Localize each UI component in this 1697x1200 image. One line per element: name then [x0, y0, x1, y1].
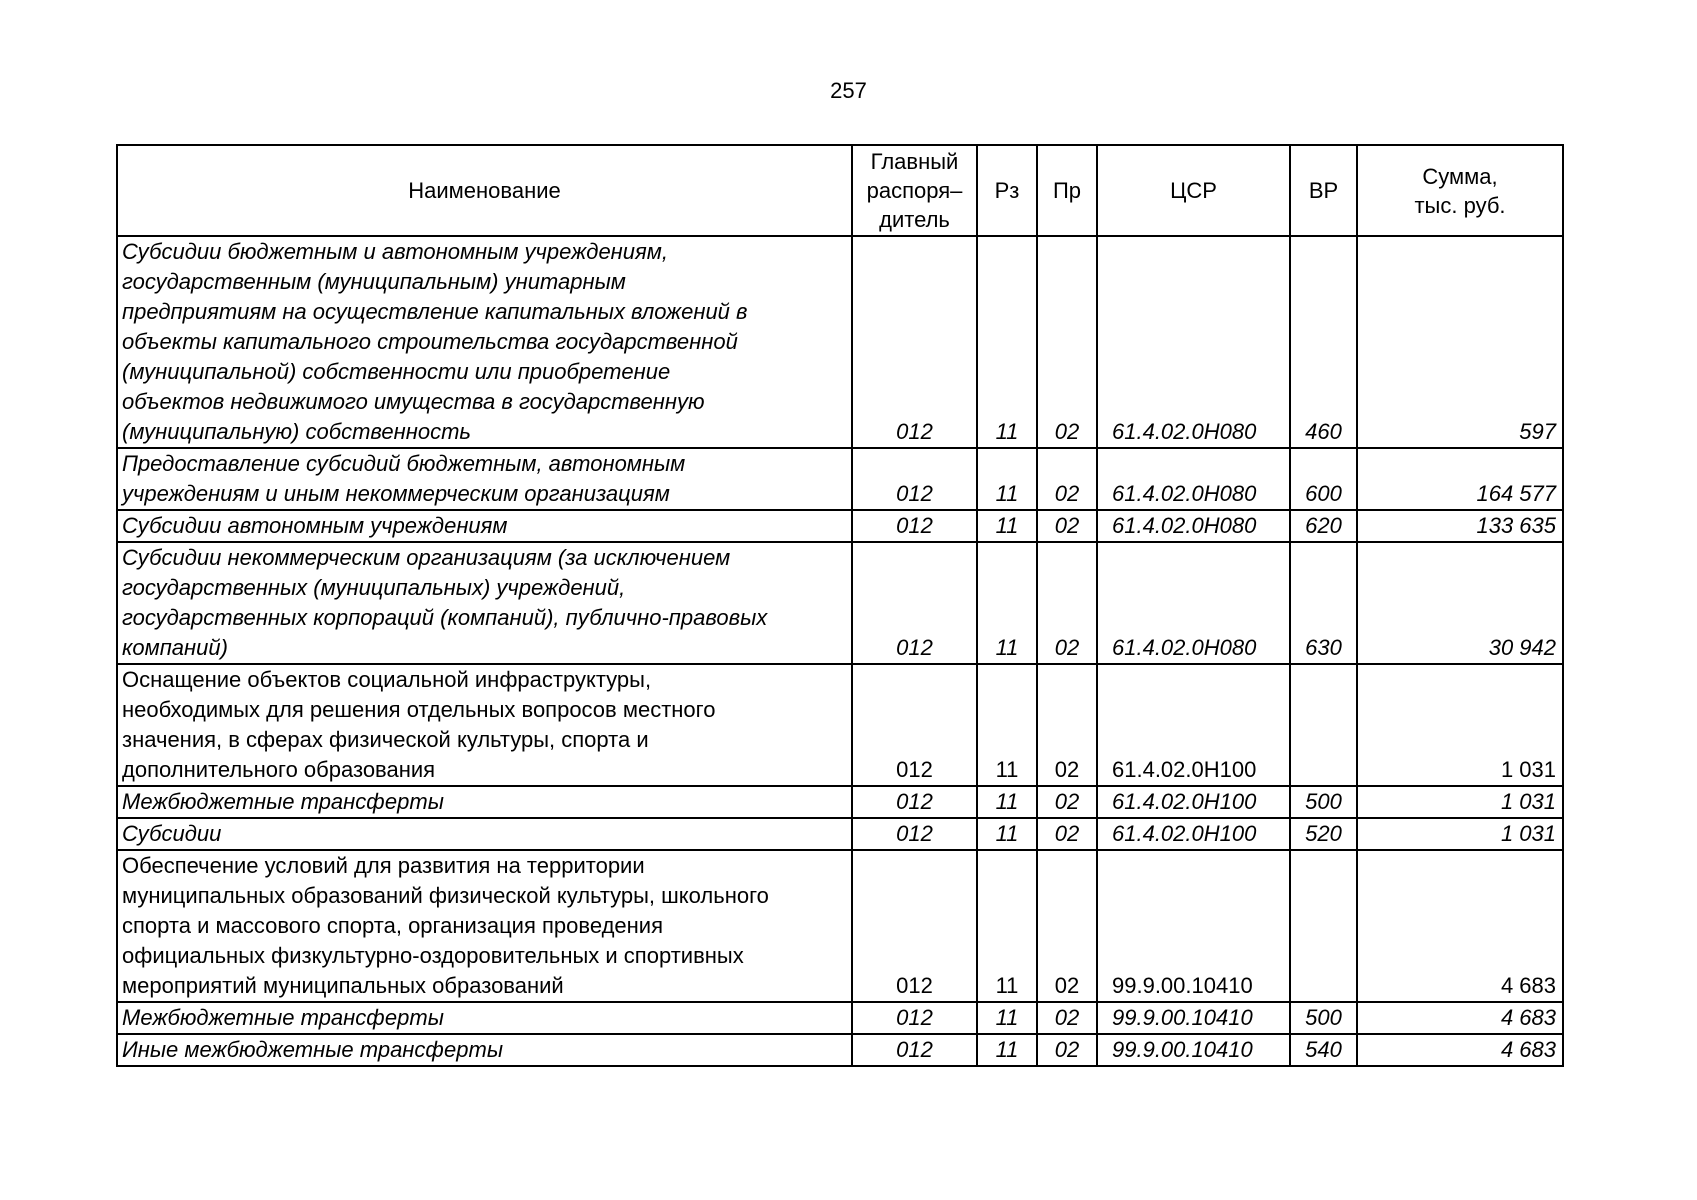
- cell-name-line: Межбюджетные трансферты: [122, 789, 444, 814]
- cell-csr: 99.9.00.10410: [1097, 1002, 1290, 1034]
- cell-pr: 02: [1037, 1002, 1097, 1034]
- cell-name-line: объектов недвижимого имущества в государственную: [122, 389, 705, 414]
- cell-rz: 11: [977, 1002, 1037, 1034]
- cell-rz: 11: [977, 818, 1037, 850]
- cell-name: [117, 448, 852, 510]
- header-csr: ЦСР: [1097, 145, 1290, 236]
- cell-vr: 520: [1290, 818, 1357, 850]
- cell-csr: 61.4.02.0Н080: [1097, 236, 1290, 448]
- cell-main-manager: 012: [852, 664, 977, 786]
- cell-vr: [1290, 664, 1357, 786]
- table-row: [117, 818, 1563, 850]
- cell-name-line: Субсидии автономным учреждениям: [122, 513, 508, 538]
- cell-sum: 4 683: [1357, 1034, 1563, 1066]
- cell-name-line: учреждениям и иным некоммерческим организациям: [122, 481, 670, 506]
- cell-name: [117, 818, 852, 850]
- cell-name: [117, 236, 852, 448]
- cell-name-line: Субсидии бюджетным и автономным учреждениям,: [122, 239, 668, 264]
- cell-name-line: Межбюджетные трансферты: [122, 1005, 444, 1030]
- cell-vr: 630: [1290, 542, 1357, 664]
- header-pr: Пр: [1037, 145, 1097, 236]
- cell-sum: 4 683: [1357, 850, 1563, 1002]
- cell-pr: 02: [1037, 664, 1097, 786]
- header-vr: ВР: [1290, 145, 1357, 236]
- cell-csr: 61.4.02.0Н100: [1097, 786, 1290, 818]
- cell-main-manager: 012: [852, 850, 977, 1002]
- cell-sum: 1 031: [1357, 664, 1563, 786]
- cell-name: [117, 664, 852, 786]
- table-body: [117, 236, 1563, 1066]
- cell-sum: 597: [1357, 236, 1563, 448]
- cell-pr: 02: [1037, 786, 1097, 818]
- cell-name-line: Обеспечение условий для развития на территории: [122, 853, 645, 878]
- budget-table: [116, 144, 1564, 1067]
- table-row: [117, 448, 1563, 510]
- cell-name: [117, 542, 852, 664]
- table-header-row: [117, 145, 1563, 236]
- cell-name: [117, 510, 852, 542]
- cell-name-line: Субсидии: [122, 821, 222, 846]
- cell-vr: 500: [1290, 786, 1357, 818]
- cell-name: [117, 1034, 852, 1066]
- table-row: [117, 510, 1563, 542]
- cell-name-line: Предоставление субсидий бюджетным, автономным: [122, 451, 686, 476]
- cell-main-manager: 012: [852, 510, 977, 542]
- cell-sum: 164 577: [1357, 448, 1563, 510]
- cell-name-line: Иные межбюджетные трансферты: [122, 1037, 504, 1062]
- table-row: [117, 1002, 1563, 1034]
- header-sum: [1357, 145, 1563, 236]
- cell-sum: 1 031: [1357, 786, 1563, 818]
- header-name: Наименование: [117, 145, 852, 236]
- cell-main-manager: 012: [852, 542, 977, 664]
- cell-pr: 02: [1037, 542, 1097, 664]
- table-row: [117, 850, 1563, 1002]
- cell-name: [117, 850, 852, 1002]
- cell-name-line: компаний): [122, 635, 228, 660]
- cell-pr: 02: [1037, 1034, 1097, 1066]
- cell-csr: 99.9.00.10410: [1097, 850, 1290, 1002]
- cell-pr: 02: [1037, 850, 1097, 1002]
- cell-vr: 500: [1290, 1002, 1357, 1034]
- cell-vr: 540: [1290, 1034, 1357, 1066]
- header-main-manager-line: Главный: [870, 149, 959, 174]
- cell-main-manager: 012: [852, 448, 977, 510]
- cell-name-line: официальных физкультурно-оздоровительных и спортивных: [122, 943, 744, 968]
- table-row: [117, 1034, 1563, 1066]
- cell-name-line: (муниципальную) собственность: [122, 419, 471, 444]
- cell-vr: [1290, 850, 1357, 1002]
- cell-pr: 02: [1037, 510, 1097, 542]
- cell-pr: 02: [1037, 236, 1097, 448]
- cell-vr: 600: [1290, 448, 1357, 510]
- header-main-manager-line: распоря–: [866, 178, 963, 203]
- cell-rz: 11: [977, 786, 1037, 818]
- cell-name-line: спорта и массового спорта, организация проведения: [122, 913, 663, 938]
- cell-name-line: мероприятий муниципальных образований: [122, 973, 564, 998]
- header-rz: Рз: [977, 145, 1037, 236]
- cell-sum: 1 031: [1357, 818, 1563, 850]
- header-sum-line: Сумма,: [1422, 163, 1498, 189]
- header-main-manager: [852, 145, 977, 236]
- cell-name-line: объекты капитального строительства государственной: [122, 329, 738, 354]
- cell-name-line: Оснащение объектов социальной инфраструктуры,: [122, 667, 652, 692]
- cell-rz: 11: [977, 1034, 1037, 1066]
- cell-main-manager: 012: [852, 1002, 977, 1034]
- cell-name-line: Субсидии некоммерческим организациям (за исключением: [122, 545, 731, 570]
- cell-name-line: значения, в сферах физической культуры, спорта и: [122, 727, 649, 752]
- cell-rz: 11: [977, 236, 1037, 448]
- cell-rz: 11: [977, 448, 1037, 510]
- cell-rz: 11: [977, 850, 1037, 1002]
- cell-vr: 460: [1290, 236, 1357, 448]
- cell-name-line: предприятиям на осуществление капитальных вложений в: [122, 299, 748, 324]
- header-main-manager-line: дитель: [879, 207, 950, 232]
- table-row: [117, 664, 1563, 786]
- cell-pr: 02: [1037, 448, 1097, 510]
- cell-sum: 30 942: [1357, 542, 1563, 664]
- cell-rz: 11: [977, 510, 1037, 542]
- cell-name-line: дополнительного образования: [122, 757, 436, 782]
- cell-name-line: (муниципальной) собственности или приобретение: [122, 359, 671, 384]
- cell-main-manager: 012: [852, 786, 977, 818]
- cell-name: [117, 786, 852, 818]
- cell-main-manager: 012: [852, 1034, 977, 1066]
- cell-main-manager: 012: [852, 818, 977, 850]
- cell-csr: 61.4.02.0Н080: [1097, 448, 1290, 510]
- cell-main-manager: 012: [852, 236, 977, 448]
- header-sum-line: тыс. руб.: [1414, 192, 1506, 218]
- cell-csr: 61.4.02.0Н080: [1097, 510, 1290, 542]
- cell-csr: 61.4.02.0Н100: [1097, 664, 1290, 786]
- page-number: 257: [830, 78, 867, 103]
- cell-csr: 99.9.00.10410: [1097, 1034, 1290, 1066]
- cell-vr: 620: [1290, 510, 1357, 542]
- cell-rz: 11: [977, 542, 1037, 664]
- cell-name-line: государственным (муниципальным) унитарным: [122, 269, 626, 294]
- cell-name-line: государственных корпораций (компаний), публично-правовых: [122, 605, 768, 630]
- table-row: [117, 542, 1563, 664]
- cell-sum: 133 635: [1357, 510, 1563, 542]
- table-row: [117, 786, 1563, 818]
- cell-name-line: муниципальных образований физической культуры, школьного: [122, 883, 769, 908]
- cell-name: [117, 1002, 852, 1034]
- cell-name-line: необходимых для решения отдельных вопросов местного: [122, 697, 716, 722]
- cell-csr: 61.4.02.0Н080: [1097, 542, 1290, 664]
- cell-sum: 4 683: [1357, 1002, 1563, 1034]
- cell-csr: 61.4.02.0Н100: [1097, 818, 1290, 850]
- cell-pr: 02: [1037, 818, 1097, 850]
- table-row: [117, 236, 1563, 448]
- cell-rz: 11: [977, 664, 1037, 786]
- cell-name-line: государственных (муниципальных) учреждений,: [122, 575, 626, 600]
